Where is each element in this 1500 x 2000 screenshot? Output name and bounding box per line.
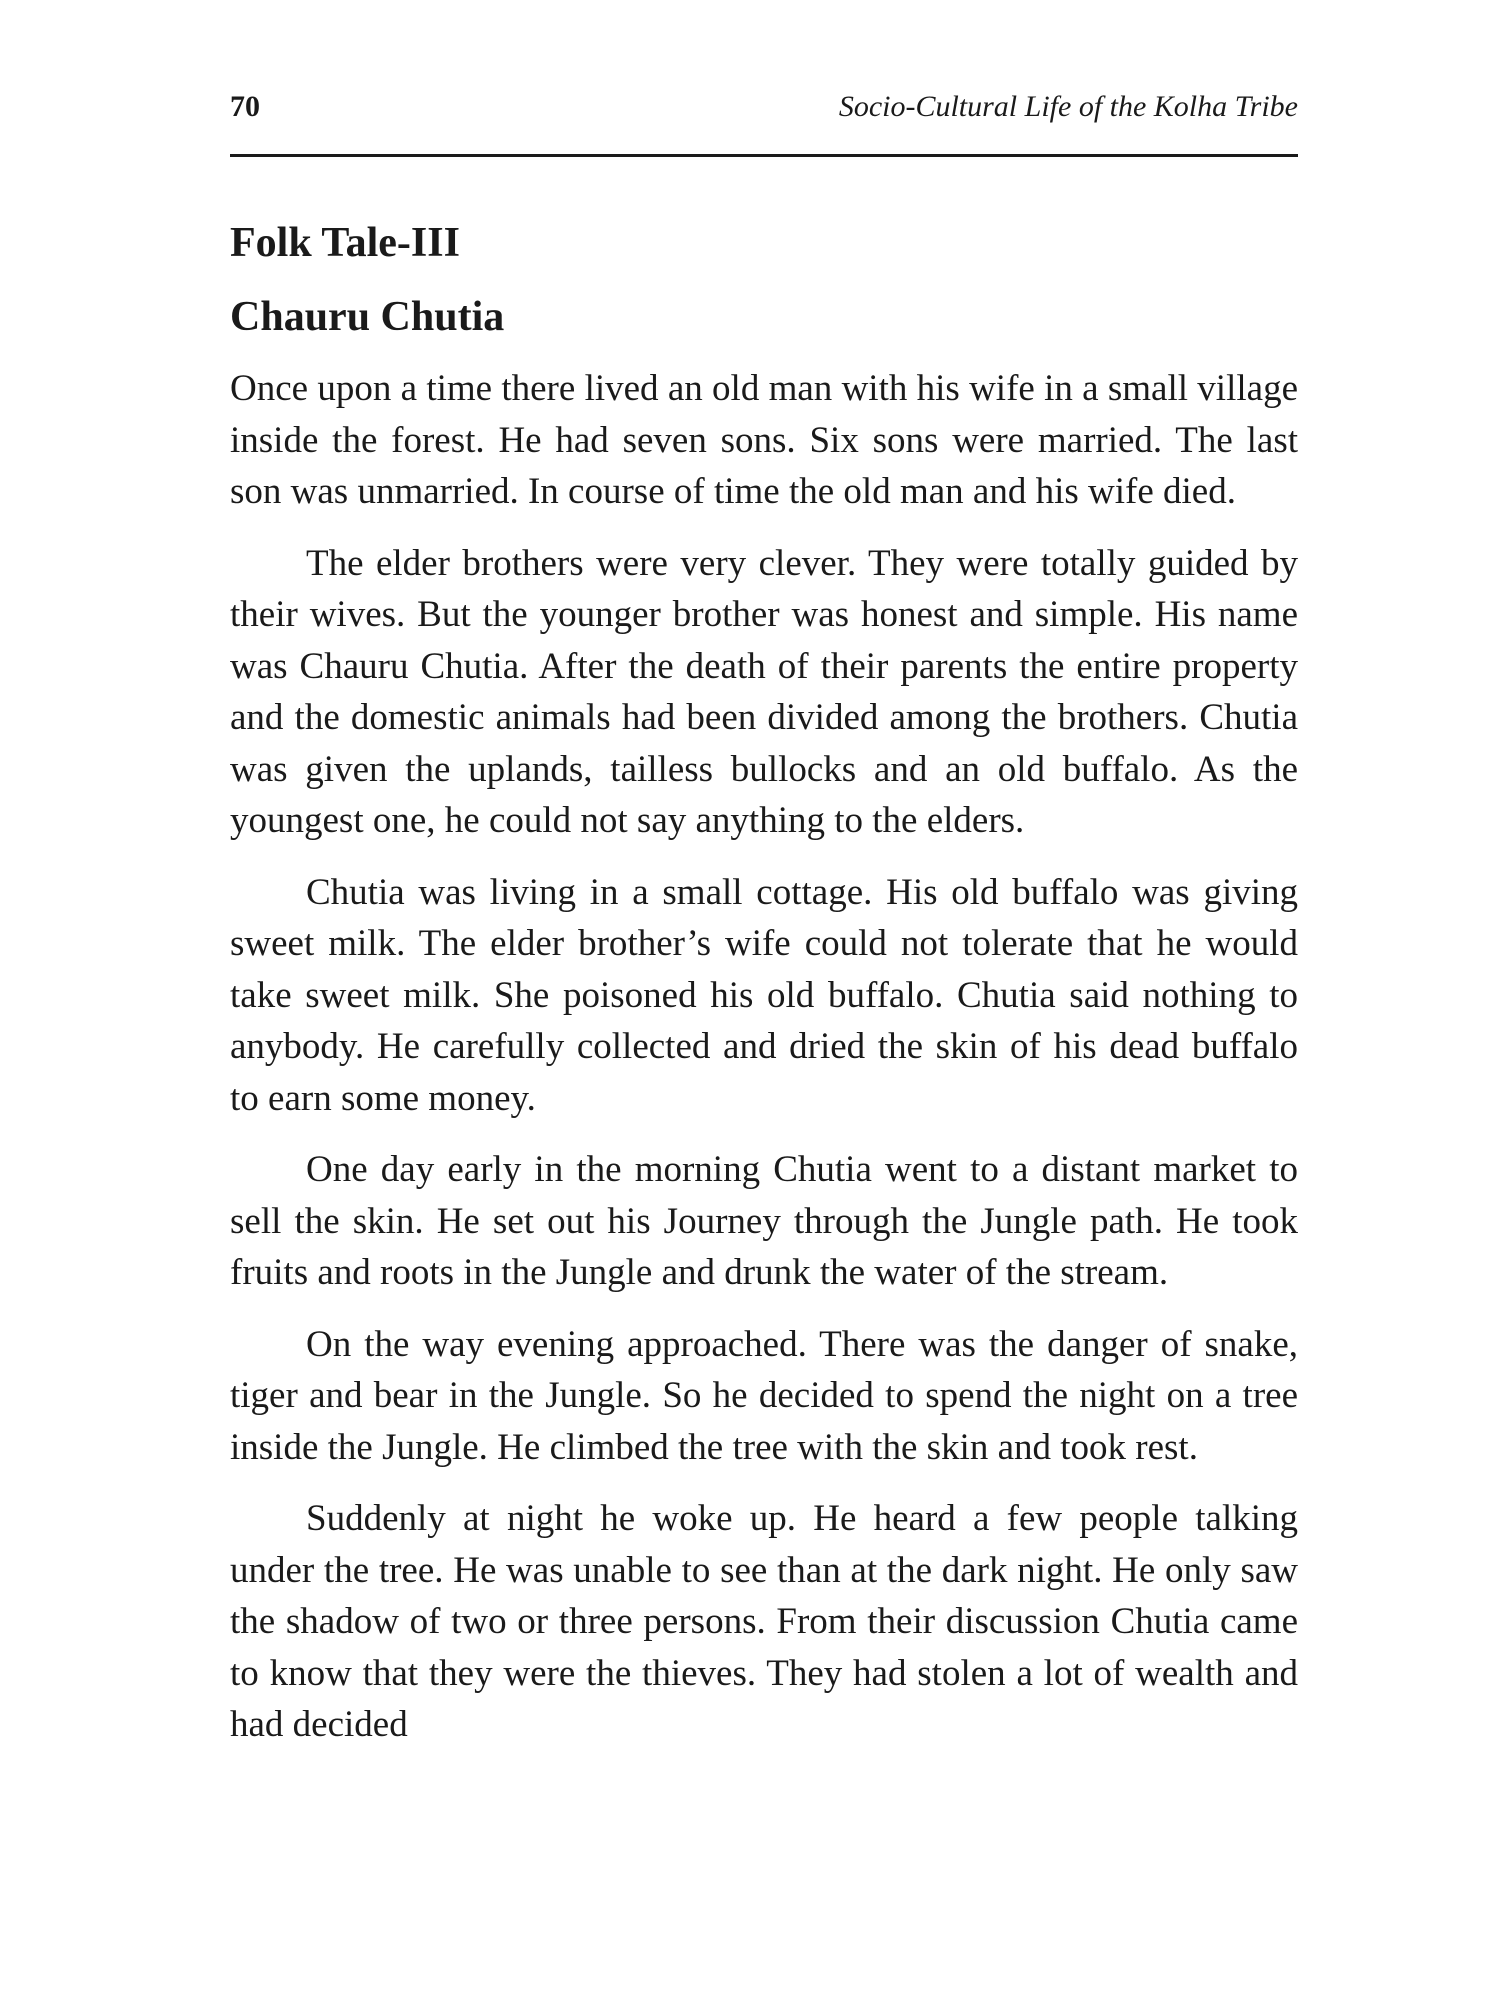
story-title: Chauru Chutia	[230, 294, 505, 340]
running-header	[230, 90, 1298, 157]
book-page	[230, 90, 1298, 1970]
page-number: 70	[230, 90, 260, 123]
paragraph: One day early in the morning Chutia went to a distant market to sell the skin. He set out his Journey through the Jungle path. He took fruits and roots in the Jungle and drunk the water of the stream.	[230, 1149, 1298, 1293]
folk-tale-section	[230, 219, 1298, 1751]
story-body	[230, 363, 1298, 1751]
paragraph: On the way evening approached. There was the danger of snake, tiger and bear in the Jungle. So he decided to spend the night on a tree inside the Jungle. He climbed the tree with the skin and took rest.	[230, 1323, 1298, 1468]
paragraph: The elder brothers were very clever. They were totally guided by their wives. But the younger brother was honest and simple. His name was Chauru Chutia. After the death of their parents the entire property and the domestic animals had been divided among the brothers. Chutia was given the uplands, tailless bullocks and an old buffalo. As the youngest one, he could not say anything to the elders.	[230, 542, 1298, 841]
section-title: Folk Tale-III	[230, 220, 460, 266]
paragraph: Once upon a time there lived an old man with his wife in a small village inside the forest. He had seven sons. Six sons were married. The last son was unmarried. In course of time the old man and his wife died.	[230, 368, 1298, 512]
paragraph: Suddenly at night he woke up. He heard a few people talking under the tree. He was unable to see than at the dark night. He only saw the shadow of two or three persons. From their discussion Chutia came to know that they were the thieves. They had stolen a lot of wealth and had decided	[230, 1498, 1298, 1745]
paragraph: Chutia was living in a small cottage. His old buffalo was giving sweet milk. The elder brother’s wife could not tolerate that he would take sweet milk. She poisoned his old buffalo. Chutia said nothing to anybody. He carefully collected and dried the skin of his dead buffalo to earn some money.	[230, 871, 1298, 1119]
running-title: Socio-Cultural Life of the Kolha Tribe	[838, 90, 1298, 123]
